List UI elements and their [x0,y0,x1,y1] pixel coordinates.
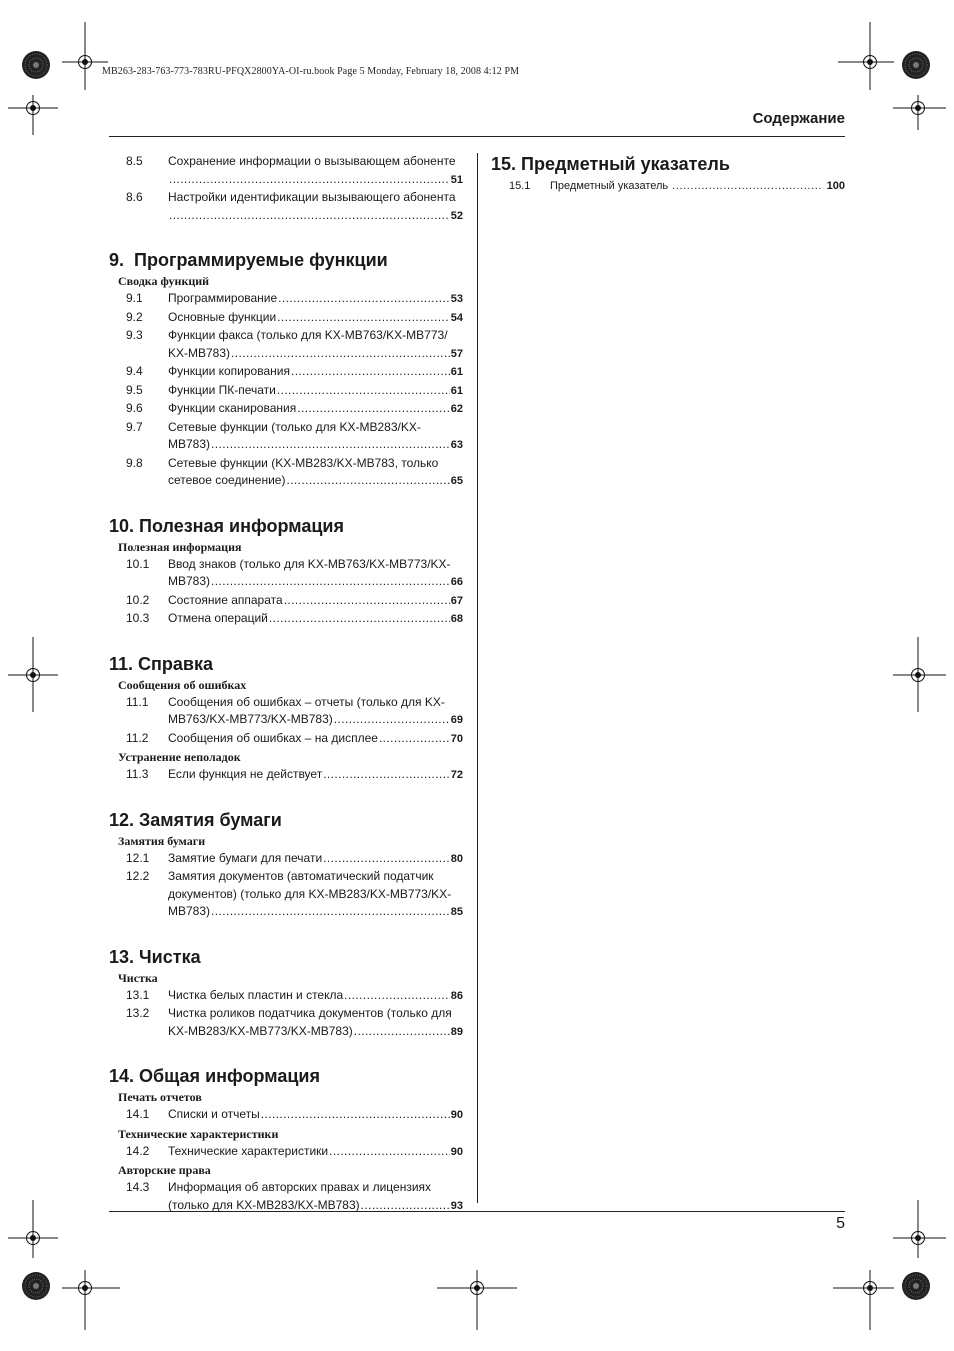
toc-entry-body [168,1179,463,1215]
toc-entry-number: 13.2 [126,1006,150,1020]
dot-leader [211,903,450,921]
toc-group-label: Устранение неполадок [118,750,241,764]
toc-entry-number: 9.6 [126,401,143,415]
toc-entry-body [168,868,463,922]
toc-entry[interactable] [109,419,463,455]
toc-entry[interactable] [109,1179,463,1215]
toc-entry-number: 9.8 [126,455,143,470]
starburst-mark-bottom-left [22,1272,50,1300]
toc-entry-page[interactable]: 80 [450,852,463,865]
toc-entry-text-line: Списки и отчеты [168,1107,260,1121]
toc-group-label: Авторские права [118,1163,211,1177]
starburst-mark-top-right [902,51,930,79]
toc-right-column [491,153,845,195]
toc-entry-last-line [168,1143,463,1162]
dot-leader [231,345,450,363]
toc-entry-number: 9.3 [126,328,143,342]
toc-entry-number: 11.3 [126,767,149,781]
dot-leader [277,309,450,327]
dot-leader [169,171,450,189]
toc-entry-text-line: Функции копирования [168,364,290,378]
toc-entry-body [168,610,463,629]
chapter-heading[interactable]: 14. Общая информация [109,1066,320,1086]
toc-entry[interactable] [109,309,463,328]
toc-entry-text-line: Предметный указатель [550,180,669,192]
toc-entry-body [168,592,463,611]
toc-entry-text-line: MB763/KX-MB773/KX-MB783) [168,712,333,726]
toc-entry-body [168,189,463,225]
toc-entry-text-line: Если функция не действует [168,767,323,781]
toc-entry-page[interactable]: 70 [450,732,463,745]
toc-entry-last-line [168,573,463,592]
toc-entry-last-line [168,436,463,455]
toc-group-label: Технические характеристики [118,1126,279,1141]
toc-entry-text-line: Функции сканирования [168,401,297,415]
chapter-heading[interactable]: 13. Чистка [109,946,201,967]
toc-entry-text-line: Сообщения об ошибках – на дисплее [168,730,378,745]
toc-entry-number: 14.2 [126,1143,150,1158]
starburst-mark-bottom-right [902,1272,930,1300]
toc-entry-body [168,327,463,363]
toc-entry[interactable] [109,556,463,592]
toc-entry-last-line [168,987,463,1006]
toc-entry-page[interactable]: 62 [450,403,463,415]
toc-entry-last-line [168,345,463,364]
dot-leader [334,711,450,729]
toc-group-label: Печать отчетов [118,1090,202,1104]
dot-leader [284,592,450,610]
toc-entry-last-line [168,309,463,328]
toc-entry-number: 12.2 [126,869,150,883]
toc-entry-body [168,153,463,189]
toc-entry-page[interactable]: 63 [450,439,463,451]
dot-leader [323,766,450,784]
dot-leader [297,400,450,418]
toc-entry-page[interactable]: 61 [450,384,463,397]
toc-entry-page[interactable]: 51 [450,173,463,186]
toc-entry[interactable] [109,400,463,419]
toc-entry-body [168,987,463,1006]
toc-entry-page[interactable]: 53 [450,293,463,305]
toc-entry-body [168,363,463,382]
toc-left-column [109,153,463,1215]
toc-entry-last-line [168,382,463,401]
toc-entry-page[interactable]: 65 [450,475,463,487]
dot-leader [672,178,823,195]
dot-leader [323,850,450,868]
toc-entry[interactable] [109,730,463,749]
toc-entry-number: 12.1 [126,850,150,865]
toc-entry-body [168,850,463,869]
toc-entry[interactable] [109,363,463,382]
dot-leader [278,290,450,308]
toc-entry-last-line [168,207,463,226]
dot-leader [261,1106,450,1124]
toc-entry-number: 9.1 [126,291,143,305]
toc-entry-number: 9.2 [126,309,143,324]
toc-entry[interactable] [109,290,463,309]
toc-entry-last-line [168,730,463,749]
dot-leader [354,1023,450,1041]
toc-entry-last-line [168,1023,463,1042]
toc-entry-number: 15.1 [509,180,531,192]
toc-entry-text-line: Ввод знаков (только для KX-MB763/KX-MB773/KX- [168,556,451,571]
header-rule [109,136,845,137]
dot-leader [277,382,450,400]
toc-entry[interactable] [109,868,463,922]
chapter-heading[interactable]: 9. Программируемые функции [109,250,388,270]
toc-entry-body [168,1143,463,1162]
toc-entry[interactable] [109,455,463,491]
page-number: 5 [836,1215,845,1232]
toc-entry-page[interactable]: 66 [450,576,463,588]
toc-entry[interactable] [109,1005,463,1041]
toc-entry-number: 10.3 [126,611,150,625]
toc-entry[interactable] [109,327,463,363]
chapter-heading[interactable]: 11. Справка [109,653,213,674]
toc-entry-body [168,694,463,730]
toc-entry-last-line [168,290,463,309]
toc-entry-number: 8.5 [126,154,143,168]
dot-leader [286,472,449,490]
running-section-title: Содержание [752,110,845,127]
chapter-heading[interactable]: 15. Предметный указатель [491,154,730,174]
toc-entry-last-line [168,1197,463,1216]
toc-entry-body [168,400,463,419]
toc-entry[interactable] [109,382,463,401]
toc-entry-last-line [168,363,463,382]
toc-group-label: Сводка функций [118,274,210,288]
toc-entry-number: 10.2 [126,592,150,607]
toc-entry[interactable] [109,189,463,225]
toc-entry-text-line: (только для KX-MB283/KX-MB783) [168,1197,360,1212]
toc-entry-last-line [168,711,463,730]
chapter-heading[interactable]: 10. Полезная информация [109,515,344,536]
toc-entry-text-line: Функции ПК-печати [168,382,276,397]
toc-entry-page[interactable]: 68 [450,613,463,625]
toc-entry-text-line: Замятие бумаги для печати [168,850,323,865]
toc-entry-body [168,290,463,309]
toc-entry[interactable] [109,694,463,730]
toc-entry-body [168,1005,463,1041]
toc-entry-body [168,730,463,749]
toc-entry[interactable] [109,1143,463,1162]
toc-entry-last-line [168,171,463,190]
toc-entry-last-line [168,400,463,419]
toc-entry-page[interactable]: 67 [450,594,463,607]
toc-entry-last-line [168,472,463,491]
toc-entry-last-line [168,1106,463,1125]
toc-entry-last-line [168,766,463,785]
toc-entry-number: 9.7 [126,419,143,434]
toc-entry-page[interactable]: 72 [450,769,463,781]
toc-entry-page[interactable]: 90 [450,1145,463,1158]
toc-entry-last-line [168,850,463,869]
toc-entry-text-line: MB783) [168,437,211,451]
toc-entry[interactable] [109,610,463,629]
dot-leader [211,573,450,591]
toc-entry[interactable] [109,153,463,189]
dot-leader [379,730,450,748]
dot-leader [269,610,450,628]
toc-entry-page[interactable]: 54 [450,311,463,324]
toc-entry[interactable] [109,592,463,611]
toc-entry-number: 14.1 [126,1107,150,1121]
toc-entry-number: 11.2 [126,730,149,745]
toc-entry-number: 10.1 [126,556,150,571]
toc-entry-last-line [168,592,463,611]
toc-entry-text-line: Отмена операций [168,611,268,625]
toc-entry-text-line: KX-MB783) [168,345,231,360]
toc-entry-page[interactable]: 85 [450,906,463,918]
toc-entry[interactable] [109,766,463,785]
toc-entry-text-line: Замятия документов (автоматический податчик [168,869,434,883]
column-divider [477,153,478,1203]
dot-leader [169,207,450,225]
toc-entry-text-line: Программирование [168,291,278,305]
toc-entry-page[interactable]: 69 [450,714,463,726]
toc-entry-number: 13.1 [126,987,150,1002]
toc-entry-page[interactable]: 86 [450,989,463,1002]
toc-entry-number: 8.6 [126,190,143,204]
toc-group-label: Сообщения об ошибках [118,677,247,692]
dot-leader [291,363,450,381]
toc-entry-text-line: сетевое соединение) [168,473,286,487]
toc-entry-text-line: Сохранение информации о вызывающем абоненте [168,154,456,168]
toc-entry-body [168,455,463,491]
toc-entry-text-line: Информация об авторских правах и лицензиях [168,1180,432,1194]
toc-entry-text-line: Настройки идентификации вызывающего абонента [168,190,456,204]
toc-entry-page[interactable]: 57 [450,347,463,360]
toc-entry-text-line: Состояние аппарата [168,592,283,607]
dot-leader [211,436,450,454]
chapter-heading[interactable]: 12. Замятия бумаги [109,809,282,830]
starburst-mark-top-left [22,51,50,79]
toc-entry-number: 14.3 [126,1180,150,1194]
toc-entry-text-line: MB783) [168,574,211,588]
toc-entry-page[interactable]: 100 [826,180,845,192]
toc-group-label: Полезная информация [118,539,242,554]
toc-entry-last-line [168,610,463,629]
dot-leader [361,1197,450,1215]
toc-entry[interactable] [491,178,845,195]
toc-entry-body [168,382,463,401]
toc-entry-body [168,309,463,328]
toc-entry-number: 9.4 [126,364,143,378]
toc-entry-text-line: Технические характеристики [168,1143,329,1158]
toc-entry-text-line: Сообщения об ошибках – отчеты (только для KX- [168,694,445,709]
toc-entry[interactable] [109,850,463,869]
toc-entry-body [550,178,845,195]
toc-entry-page[interactable]: 61 [450,366,463,378]
toc-entry-number: 9.5 [126,382,143,397]
toc-entry-text-line: Функции факса (только для KX-MB763/KX-MB773/ [168,328,448,342]
toc-entry-page[interactable]: 90 [450,1109,463,1121]
dot-leader [344,987,450,1005]
toc-entry-text-line: Основные функции [168,309,277,324]
toc-entry-page[interactable]: 93 [450,1199,463,1212]
toc-entry-body [168,766,463,785]
toc-entry-text-line: Чистка белых пластин и стекла [168,987,344,1002]
toc-group-label: Замятия бумаги [118,833,206,848]
toc-entry-body [168,1106,463,1125]
toc-entry-page[interactable]: 89 [450,1025,463,1038]
toc-entry-text-line: MB783) [168,904,211,918]
toc-entry-text-line: Чистка роликов податчика документов (только для [168,1006,452,1020]
dot-leader [329,1143,450,1161]
toc-entry-text-line: Сетевые функции (KX-MB283/KX-MB783, только [168,455,439,470]
book-file-info: MB263-283-763-773-783RU-PFQX2800YA-OI-ru.book Page 5 Monday, February 18, 2008 4:12 PM [102,66,520,77]
toc-entry-page[interactable]: 52 [450,209,463,222]
toc-entry-text-line: KX-MB283/KX-MB773/KX-MB783) [168,1023,353,1038]
toc-group-label: Чистка [118,970,158,985]
toc-entry[interactable] [109,1106,463,1125]
toc-entry-body [168,419,463,455]
toc-entry-text-line: документов) (только для KX-MB283/KX-MB773/KX- [168,886,452,901]
toc-entry-number: 11.1 [126,694,149,709]
toc-entry-last-line [168,903,463,922]
toc-entry-text-line: Сетевые функции (только для KX-MB283/KX- [168,419,421,434]
toc-entry-body [168,556,463,592]
toc-entry[interactable] [109,987,463,1006]
